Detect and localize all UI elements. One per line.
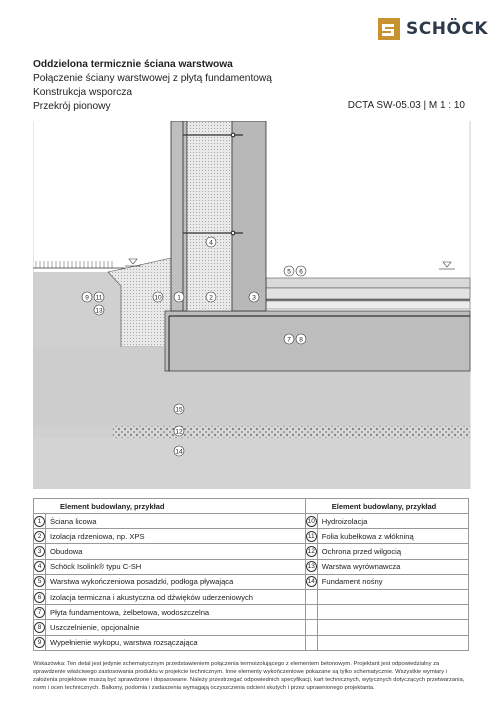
foundation-bottom [33, 438, 470, 489]
legend-header-left: Element budowlany, przykład [34, 499, 306, 514]
legend-table [33, 498, 469, 651]
svg-text:6: 6 [299, 268, 303, 276]
brand-logo [378, 18, 488, 40]
floor-insulation [266, 288, 470, 299]
marker-4 [206, 237, 216, 247]
legend-header-right: Element budowlany, przykład [305, 499, 468, 514]
water-level-right-icon [439, 262, 455, 269]
core-insulation [187, 121, 232, 311]
foundation-slab [165, 311, 470, 371]
legend-row: 2 Izolacja rdzeniowa, np. XPS 11 Folia kubełkowa z włókniną [34, 529, 469, 544]
marker-8 [296, 334, 306, 344]
svg-text:9: 9 [85, 294, 89, 302]
marker-13 [94, 305, 104, 315]
svg-text:3: 3 [252, 294, 256, 302]
legend-row: 7 Płyta fundamentowa, żelbetowa, wodoszczelna [34, 605, 469, 620]
title-sub-2: Konstrukcja wsporcza [33, 87, 133, 98]
legend-row: 5 Warstwa wykończeniowa posadzki, podłoga pływająca 14 Fundament nośny [34, 574, 469, 589]
facing-wall [171, 121, 187, 311]
svg-text:5: 5 [287, 268, 291, 276]
title-sub-3: Przekrój pionowy [33, 101, 111, 112]
brand-name: SCHÖCK [406, 19, 489, 39]
marker-11 [94, 292, 104, 302]
svg-text:13: 13 [95, 307, 103, 315]
marker-7 [284, 334, 294, 344]
section-drawing [33, 121, 471, 489]
footnote: Wskazówka: Ten detal jest jedynie schematycznym przedstawieniem połączenia termoizolującego z elementem betonowym. Projektant jest odpowiedzialny za sprawdzenie właściwego zastosowania produktu w projekcie technicznym. Inne elementy wykończeniowe pokazane są tylko schematycznie. Wszystkie wymiary i założenia projektowe muszą być sprawdzone i dopasowane. Należy przestrzegać odpowiednich specyfikacji, kart technicznych, wytycznych dotyczących przetwarzania, norm i ocen technicznych. Balkony, podomia i zadaszenia wymagają oczyszczenia odcieni skutych i przez uprawnionego projektanta. [33, 661, 465, 691]
legend-row: 3 Obudowa 12 Ochrona przed wilgocią [34, 544, 469, 559]
marker-12 [174, 426, 184, 436]
legend-row: 1 Ściana licowa 10 Hydroizolacja [34, 514, 469, 529]
title-block [33, 58, 272, 114]
marker-15 [174, 404, 184, 414]
svg-text:1: 1 [177, 294, 181, 302]
title-sub-1: Połączenie ściany warstwowej z płytą fundamentową [33, 73, 272, 84]
inner-wall [232, 121, 266, 311]
svg-text:14: 14 [175, 448, 183, 456]
svg-text:7: 7 [287, 336, 291, 344]
marker-3 [249, 292, 259, 302]
svg-text:2: 2 [209, 294, 213, 302]
marker-2 [206, 292, 216, 302]
marker-10 [153, 292, 163, 302]
marker-6 [296, 266, 306, 276]
marker-1 [174, 292, 184, 302]
schock-logo-icon [378, 18, 400, 40]
gravel-layer [113, 426, 470, 438]
floor-finish [266, 278, 470, 288]
svg-text:12: 12 [175, 428, 183, 436]
marker-5 [284, 266, 294, 276]
svg-text:15: 15 [175, 406, 183, 414]
title-main: Oddzielona termicznie ściana warstwowa [33, 59, 233, 70]
legend-row: 4 Schöck Isolink® typu C-SH 13 Warstwa wyrównawcza [34, 559, 469, 574]
grass-hatch [36, 261, 112, 268]
legend-row: 8 Uszczelnienie, opcjonalnie [34, 620, 469, 635]
legend-row: 9 Wypełnienie wykopu, warstwa rozsączająca [34, 635, 469, 650]
drawing-code: DCTA SW-05.03 | M 1 : 10 [347, 100, 465, 111]
marker-9 [82, 292, 92, 302]
svg-text:8: 8 [299, 336, 303, 344]
svg-text:11: 11 [95, 294, 103, 302]
svg-text:4: 4 [209, 239, 213, 247]
legend-row: 6 Izolacja termiczna i akustyczna od dźwięków uderzeniowych [34, 589, 469, 604]
marker-14 [174, 446, 184, 456]
svg-text:10: 10 [154, 294, 162, 302]
